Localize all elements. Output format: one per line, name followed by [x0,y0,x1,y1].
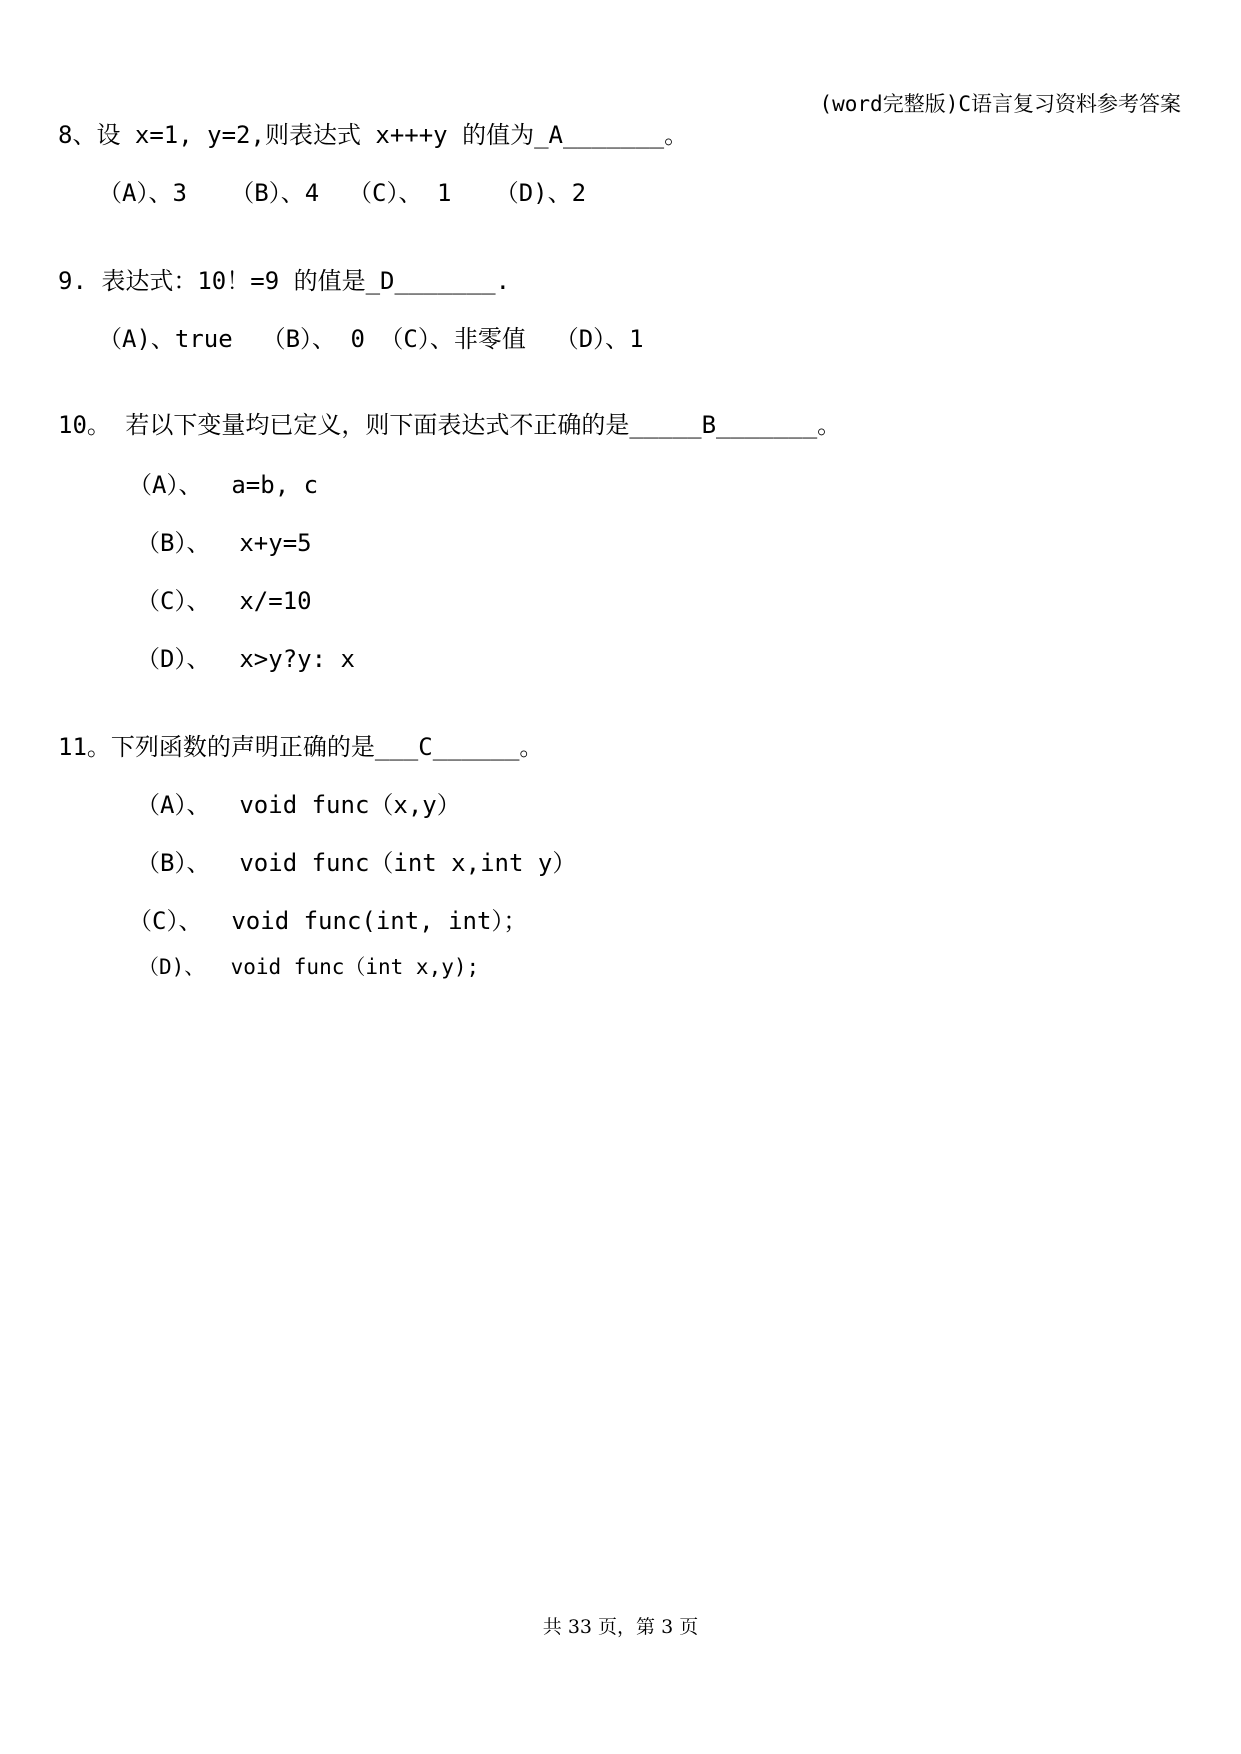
question-10-stem: 10。 若以下变量均已定义，则下面表达式不正确的是_____B_______。 [58,411,842,439]
question-9-stem: 9. 表达式：10！=9 的值是_D_______. [58,267,511,295]
question-11-option-d: （D)、 void func（int x,y); [138,955,480,979]
question-9-options: （A)、true （B）、 0 （C）、非零值 （D）、1 [98,325,644,353]
question-11-option-b: （B）、 void func（int x,int y） [136,849,577,877]
question-11-option-c: （C）、 void func(int, int）； [128,907,528,935]
question-8-options: （A）、3 （B）、4 （C）、 1 （D)、2 [98,179,587,207]
question-11-stem: 11。下列函数的声明正确的是___C______。 [58,733,544,761]
question-8-stem: 8、设 x=1, y=2,则表达式 x+++y 的值为_A_______。 [58,121,689,149]
page-footer: 共 33 页，第 3 页 [542,1616,699,1638]
document-header-title: (word完整版)C语言复习资料参考答案 [819,92,1181,116]
question-10-option-a: （A）、 a=b, c [128,471,319,499]
question-11-option-a: （A）、 void func（x,y） [136,791,461,819]
question-10-option-d: （D）、 x>y?y: x [136,645,355,673]
question-10-option-c: （C）、 x/=10 [136,587,312,615]
question-10-option-b: （B）、 x+y=5 [136,529,312,557]
